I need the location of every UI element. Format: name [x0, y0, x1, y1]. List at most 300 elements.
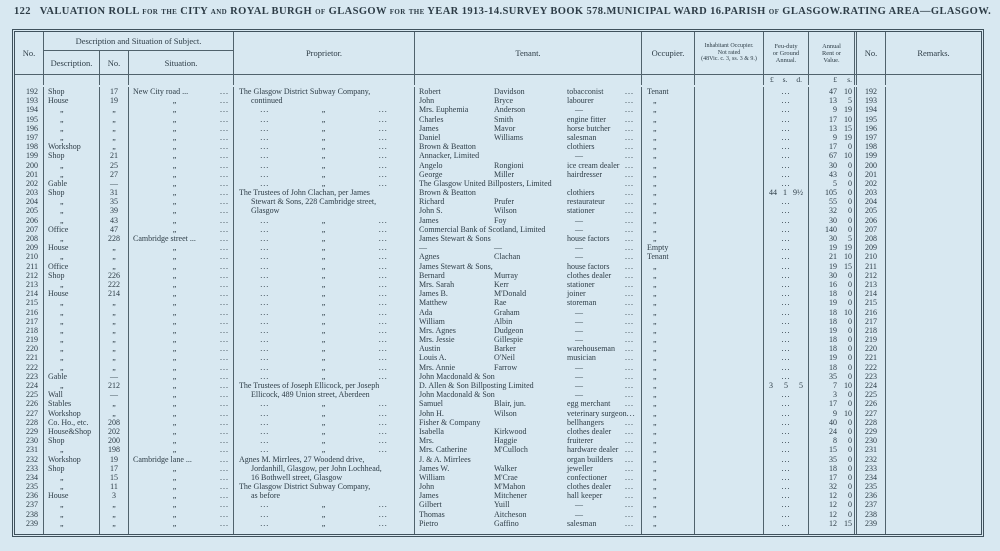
situation-cell: [129, 317, 234, 326]
rent-pounds: 30: [829, 215, 837, 225]
inhabitant-occupier-cell: [695, 326, 764, 335]
header-proprietor: Proprietor.: [234, 32, 415, 74]
rent-pounds: 7: [833, 381, 837, 390]
table-row: [15, 390, 981, 399]
filler-cell: [695, 528, 764, 534]
tenant-name: Mrs. Jessie: [419, 335, 455, 345]
feu-duty-cell: [764, 105, 809, 114]
situation-cell: [129, 399, 234, 408]
occupier-cell: [642, 262, 695, 271]
street-number: „: [112, 399, 116, 409]
tenant-surname: Rae: [494, 298, 507, 308]
row-number: 211: [26, 261, 38, 271]
row-number: 222: [26, 362, 38, 372]
tenant-surname: Williams: [494, 132, 524, 142]
proprietor-text: The Glasgow District Subway Company,: [239, 87, 371, 96]
situation-cell: [129, 271, 234, 280]
row-number-right-cell: [857, 234, 886, 243]
filler-cell: [415, 528, 642, 534]
row-number: 203: [26, 188, 38, 198]
situation-text: „: [172, 307, 177, 317]
situation-cell: [129, 133, 234, 142]
tenant-surname: Graham: [494, 307, 520, 317]
ellipsis: ...: [781, 454, 791, 464]
situation-text: „: [172, 224, 177, 234]
ellipsis: ...: [781, 206, 791, 216]
row-number: 205: [26, 206, 38, 216]
ellipsis: ...: [625, 87, 634, 96]
situation-cell: [129, 445, 234, 454]
ellipsis: ...: [378, 362, 388, 372]
row-number: 227: [865, 408, 877, 418]
rent-pounds: 18: [829, 463, 837, 473]
ellipsis: ...: [625, 500, 634, 510]
row-number: 238: [865, 509, 877, 519]
ellipsis: ...: [220, 408, 229, 418]
row-number-right-cell: [857, 96, 886, 105]
table-filler-row: [15, 528, 981, 534]
row-number: 213: [865, 279, 877, 289]
ditto-mark: „: [321, 371, 327, 381]
ellipsis: ...: [625, 390, 634, 400]
row-number: 234: [26, 472, 38, 482]
annual-rent-cell: [809, 491, 857, 500]
row-number-right-cell: [857, 418, 886, 427]
tenant-occupation: jeweller: [567, 463, 593, 473]
inhabitant-occupier-cell: [695, 464, 764, 473]
filler-cell: [642, 528, 695, 534]
row-number-right-cell: [857, 262, 886, 271]
proprietor-cell: [234, 289, 415, 298]
tenant-name: Austin: [419, 344, 441, 354]
row-number: 195: [26, 114, 38, 124]
street-number: „: [112, 307, 116, 317]
ellipsis: ...: [260, 123, 270, 133]
occupier-text: „: [653, 426, 658, 436]
ellipsis: ...: [625, 132, 634, 142]
table-row: [15, 363, 981, 372]
situation-cell: [129, 289, 234, 298]
rent-pounds: 30: [829, 160, 837, 170]
inhabitant-occupier-cell: [695, 142, 764, 151]
row-number: 214: [26, 289, 38, 299]
occupier-cell: [642, 206, 695, 215]
situation-cell: [129, 124, 234, 133]
tenant-cell: [415, 353, 642, 362]
occupier-text: „: [653, 362, 658, 372]
feu-duty-cell: [764, 271, 809, 280]
tenant-surname: Gillespie: [494, 335, 523, 345]
row-number: 234: [865, 472, 877, 482]
feu-duty-cell: [764, 206, 809, 215]
row-number: 224: [865, 381, 877, 390]
remarks-cell: [886, 161, 981, 170]
ellipsis: ...: [260, 142, 270, 152]
street-number: 200: [108, 436, 120, 446]
inhabitant-occupier-cell: [695, 372, 764, 381]
ellipsis: ...: [378, 307, 388, 317]
rent-shillings: 0: [848, 316, 852, 326]
description-text: „: [60, 105, 65, 115]
rent-shillings: 0: [848, 325, 852, 335]
table-row: [15, 409, 981, 418]
inhabitant-occupier-cell: [695, 473, 764, 482]
description-cell: [44, 243, 100, 252]
rent-shillings: 0: [848, 445, 852, 455]
proprietor-cell: [234, 151, 415, 160]
ellipsis: ...: [625, 482, 634, 492]
ellipsis: ...: [781, 472, 791, 482]
description-text: „: [60, 344, 65, 354]
occupier-cell: [642, 289, 695, 298]
description-text: „: [60, 160, 65, 170]
tenant-cell: [415, 491, 642, 500]
table-row: [15, 115, 981, 124]
ellipsis: ...: [378, 215, 388, 225]
inhabitant-occupier-cell: [695, 133, 764, 142]
street-number: 212: [108, 381, 120, 390]
table-row: [15, 353, 981, 362]
row-number: 205: [865, 206, 877, 216]
row-number: 218: [26, 325, 38, 335]
ellipsis: ...: [781, 142, 791, 152]
street-number: „: [112, 114, 116, 124]
rent-pounds: 18: [829, 316, 837, 326]
tenant-name: John: [419, 96, 435, 106]
ellipsis: ...: [625, 445, 634, 455]
description-text: Workshop: [48, 408, 81, 418]
occupier-text: „: [653, 417, 658, 427]
row-number-left-cell: [15, 271, 44, 280]
street-number-cell: [100, 161, 129, 170]
rent-shillings: 0: [848, 509, 852, 519]
feu-duty-cell: [764, 188, 809, 197]
tenant-occupation: joiner: [567, 289, 586, 299]
remarks-cell: [886, 170, 981, 179]
description-text: Shop: [48, 188, 65, 198]
rent-shillings: 15: [844, 261, 852, 271]
ellipsis: ...: [625, 96, 634, 106]
row-number-right-cell: [857, 280, 886, 289]
ellipsis: ...: [378, 371, 388, 381]
situation-text: „: [172, 518, 177, 528]
description-text: „: [60, 482, 65, 492]
remarks-cell: [886, 372, 981, 381]
ellipsis: ...: [260, 371, 270, 381]
occupier-cell: [642, 409, 695, 418]
row-number-left-cell: [15, 482, 44, 491]
row-number-left-cell: [15, 372, 44, 381]
occupier-cell: [642, 133, 695, 142]
tenant-cell: [415, 390, 642, 399]
table-row: [15, 142, 981, 151]
header-remarks: Remarks.: [917, 48, 950, 58]
ellipsis: ...: [378, 426, 388, 436]
remarks-cell: [886, 418, 981, 427]
occupier-cell: [642, 363, 695, 372]
page-title: VALUATION ROLL for the CITY and ROYAL BURGH of GLASGOW for the YEAR 1913-14.: [39, 6, 503, 17]
rent-pounds: 55: [829, 197, 837, 207]
tenant-name: Agnes: [419, 252, 440, 262]
feu-duty-cell: [764, 225, 809, 234]
street-number-cell: [100, 170, 129, 179]
feu-duty-cell: [764, 390, 809, 399]
situation-text: „: [172, 279, 177, 289]
street-number: 228: [108, 234, 120, 243]
row-number-right-cell: [857, 170, 886, 179]
rent-shillings: 0: [848, 482, 852, 492]
rent-shillings: 0: [848, 169, 852, 179]
tenant-surname: Anderson: [494, 105, 526, 115]
feu-duty-cell: [764, 519, 809, 528]
ellipsis: ...: [781, 261, 791, 271]
table-row: [15, 105, 981, 114]
ellipsis: ...: [220, 197, 229, 207]
row-number: 213: [26, 279, 38, 289]
tenant-cell: [415, 372, 642, 381]
tenant-cell: [415, 151, 642, 160]
row-number: 235: [26, 482, 38, 492]
tenant-cell: [415, 133, 642, 142]
situation-text: „: [172, 362, 177, 372]
ellipsis: ...: [625, 316, 634, 326]
situation-text: „: [172, 436, 177, 446]
ellipsis: ...: [378, 344, 388, 354]
situation-text: „: [172, 445, 177, 455]
description-cell: [44, 353, 100, 362]
proprietor-cell: [234, 335, 415, 344]
rent-pounds: 8: [833, 436, 837, 446]
tenant-occupation: bellhangers: [567, 417, 604, 427]
street-number-cell: [100, 252, 129, 261]
tenant-occupation: clothes dealer: [567, 426, 612, 436]
proprietor-text: Jordanhill, Glasgow, per John Lochhead,: [251, 463, 382, 473]
tenant-name: Annacker, Limited: [419, 151, 480, 161]
row-number: 215: [865, 298, 877, 308]
filler-cell: [857, 528, 886, 534]
description-text: House: [48, 96, 69, 106]
remarks-cell: [886, 308, 981, 317]
feu-duty-cell: [764, 353, 809, 362]
feu-duty-cell: [764, 170, 809, 179]
tenant-occupation: clothiers: [567, 142, 595, 152]
row-number-left-cell: [15, 500, 44, 509]
proprietor-cell: [234, 353, 415, 362]
occupier-cell: [642, 243, 695, 252]
filler-cell: [15, 528, 44, 534]
row-number-left-cell: [15, 252, 44, 261]
rent-pounds: 12: [829, 491, 837, 501]
ellipsis: ...: [625, 417, 634, 427]
row-number: 231: [865, 445, 877, 455]
situation-text: „: [172, 399, 177, 409]
row-number: 216: [865, 307, 877, 317]
tenant-occupation: fruiterer: [567, 436, 594, 446]
street-number: 43: [110, 215, 118, 225]
row-number-right-cell: [857, 399, 886, 408]
description-text: Co. Ho., etc.: [48, 417, 89, 427]
rent-pounds: 9: [833, 132, 837, 142]
street-number-cell: [100, 308, 129, 317]
situation-cell: [129, 308, 234, 317]
rent-pounds: 19: [829, 298, 837, 308]
proprietor-cell: [234, 262, 415, 271]
ellipsis: ...: [260, 114, 270, 124]
feu-duty-cell: [764, 87, 809, 96]
street-number-cell: [100, 298, 129, 307]
feu-duty-cell: [764, 115, 809, 124]
row-number: 229: [26, 426, 38, 436]
table-row: [15, 436, 981, 445]
ellipsis: ...: [625, 105, 634, 115]
tenant-name: Mrs. Catherine: [419, 445, 467, 455]
table-row: [15, 510, 981, 519]
row-number-right-cell: [857, 115, 886, 124]
row-number-right-cell: [857, 206, 886, 215]
remarks-cell: [886, 124, 981, 133]
occupier-text: „: [653, 270, 658, 280]
tenant-occupation: —: [575, 362, 583, 372]
table-row: [15, 519, 981, 528]
occupier-text: „: [653, 344, 658, 354]
ellipsis: ...: [260, 252, 270, 262]
street-number: 21: [110, 151, 118, 161]
inhabitant-occupier-cell: [695, 105, 764, 114]
tenant-name: James: [419, 215, 439, 225]
tenant-occupation: —: [575, 151, 583, 161]
table-row: [15, 335, 981, 344]
tenant-surname: Smith: [494, 114, 514, 124]
occupier-text: „: [653, 261, 658, 271]
proprietor-cell: [234, 500, 415, 509]
remarks-cell: [886, 133, 981, 142]
inhabitant-occupier-cell: [695, 151, 764, 160]
proprietor-cell: [234, 326, 415, 335]
occupier-cell: [642, 170, 695, 179]
tenant-cell: [415, 87, 642, 96]
occupier-cell: [642, 464, 695, 473]
tenant-surname: Aitcheson: [494, 509, 527, 519]
annual-rent-cell: [809, 482, 857, 491]
remarks-cell: [886, 491, 981, 500]
street-number-cell: [100, 206, 129, 215]
description-cell: [44, 161, 100, 170]
situation-text: „: [172, 353, 177, 363]
ellipsis: ...: [378, 151, 388, 161]
occupier-text: „: [653, 224, 658, 234]
street-number-cell: [100, 390, 129, 399]
proprietor-cell: [234, 298, 415, 307]
ellipsis: ...: [220, 279, 229, 289]
occupier-cell: [642, 280, 695, 289]
ellipsis: ...: [220, 371, 229, 381]
street-number-cell: [100, 335, 129, 344]
tenant-surname: Murray: [494, 270, 518, 280]
situation-text: New City road ...: [133, 87, 189, 96]
remarks-cell: [886, 105, 981, 114]
currency-rent: [809, 75, 857, 85]
occupier-cell: [642, 308, 695, 317]
ellipsis: ...: [220, 417, 229, 427]
rent-shillings: 10: [844, 87, 852, 96]
proprietor-cell: [234, 234, 415, 243]
ellipsis: ...: [378, 500, 388, 510]
row-number-right-cell: [857, 464, 886, 473]
street-number-cell: [100, 96, 129, 105]
rent-shillings: 0: [848, 206, 852, 216]
proprietor-cell: [234, 363, 415, 372]
tenant-cell: [415, 271, 642, 280]
rent-pounds: 19: [829, 243, 837, 253]
inhabitant-occupier-cell: [695, 170, 764, 179]
ellipsis: ...: [781, 151, 791, 161]
row-number: 219: [865, 335, 877, 345]
inhabitant-occupier-cell: [695, 344, 764, 353]
tenant-cell: [415, 142, 642, 151]
proprietor-cell: [234, 372, 415, 381]
ellipsis: ...: [378, 160, 388, 170]
feu-duty-cell: [764, 262, 809, 271]
tenant-cell: [415, 326, 642, 335]
rent-shillings: 0: [848, 188, 852, 198]
description-cell: [44, 197, 100, 206]
tenant-name: Pietro: [419, 518, 439, 528]
ellipsis: ...: [625, 261, 634, 271]
ellipsis: ...: [260, 325, 270, 335]
row-number: 194: [865, 105, 877, 115]
situation-cell: [129, 418, 234, 427]
tenant-cell: [415, 298, 642, 307]
tenant-surname: Rongioni: [494, 160, 524, 170]
ellipsis: ...: [220, 252, 229, 262]
tenant-cell: [415, 519, 642, 528]
row-number: 220: [26, 344, 38, 354]
annual-rent-cell: [809, 124, 857, 133]
description-text: „: [60, 298, 65, 308]
ellipsis: ...: [378, 399, 388, 409]
ellipsis: ...: [220, 436, 229, 446]
tenant-occupation: clothes dealer: [567, 270, 612, 280]
occupier-cell: [642, 151, 695, 160]
proprietor-cell: [234, 280, 415, 289]
situation-text: „: [172, 482, 177, 492]
annual-rent-cell: [809, 179, 857, 188]
occupier-text: „: [653, 307, 658, 317]
table-row: [15, 289, 981, 298]
ellipsis: ...: [625, 436, 634, 446]
ellipsis: ...: [625, 298, 634, 308]
rent-pounds: 21: [829, 252, 837, 262]
header-no-right: No.: [857, 32, 886, 74]
description-cell: [44, 105, 100, 114]
inhabitant-occupier-cell: [695, 500, 764, 509]
tenant-occupation: engine fitter: [567, 114, 606, 124]
annual-rent-cell: [809, 409, 857, 418]
rent-shillings: 0: [848, 472, 852, 482]
tenant-name: Richard: [419, 197, 445, 207]
tenant-cell: [415, 124, 642, 133]
table-row: [15, 151, 981, 160]
feu-pence: 9½: [793, 188, 803, 198]
situation-cell: [129, 225, 234, 234]
occupier-text: „: [653, 197, 658, 207]
tenant-occupation: house factors: [567, 234, 610, 243]
ellipsis: ...: [781, 399, 791, 409]
description-text: Office: [48, 224, 69, 234]
occupier-text: „: [653, 123, 658, 133]
row-number-left-cell: [15, 280, 44, 289]
ellipsis: ...: [625, 123, 634, 133]
